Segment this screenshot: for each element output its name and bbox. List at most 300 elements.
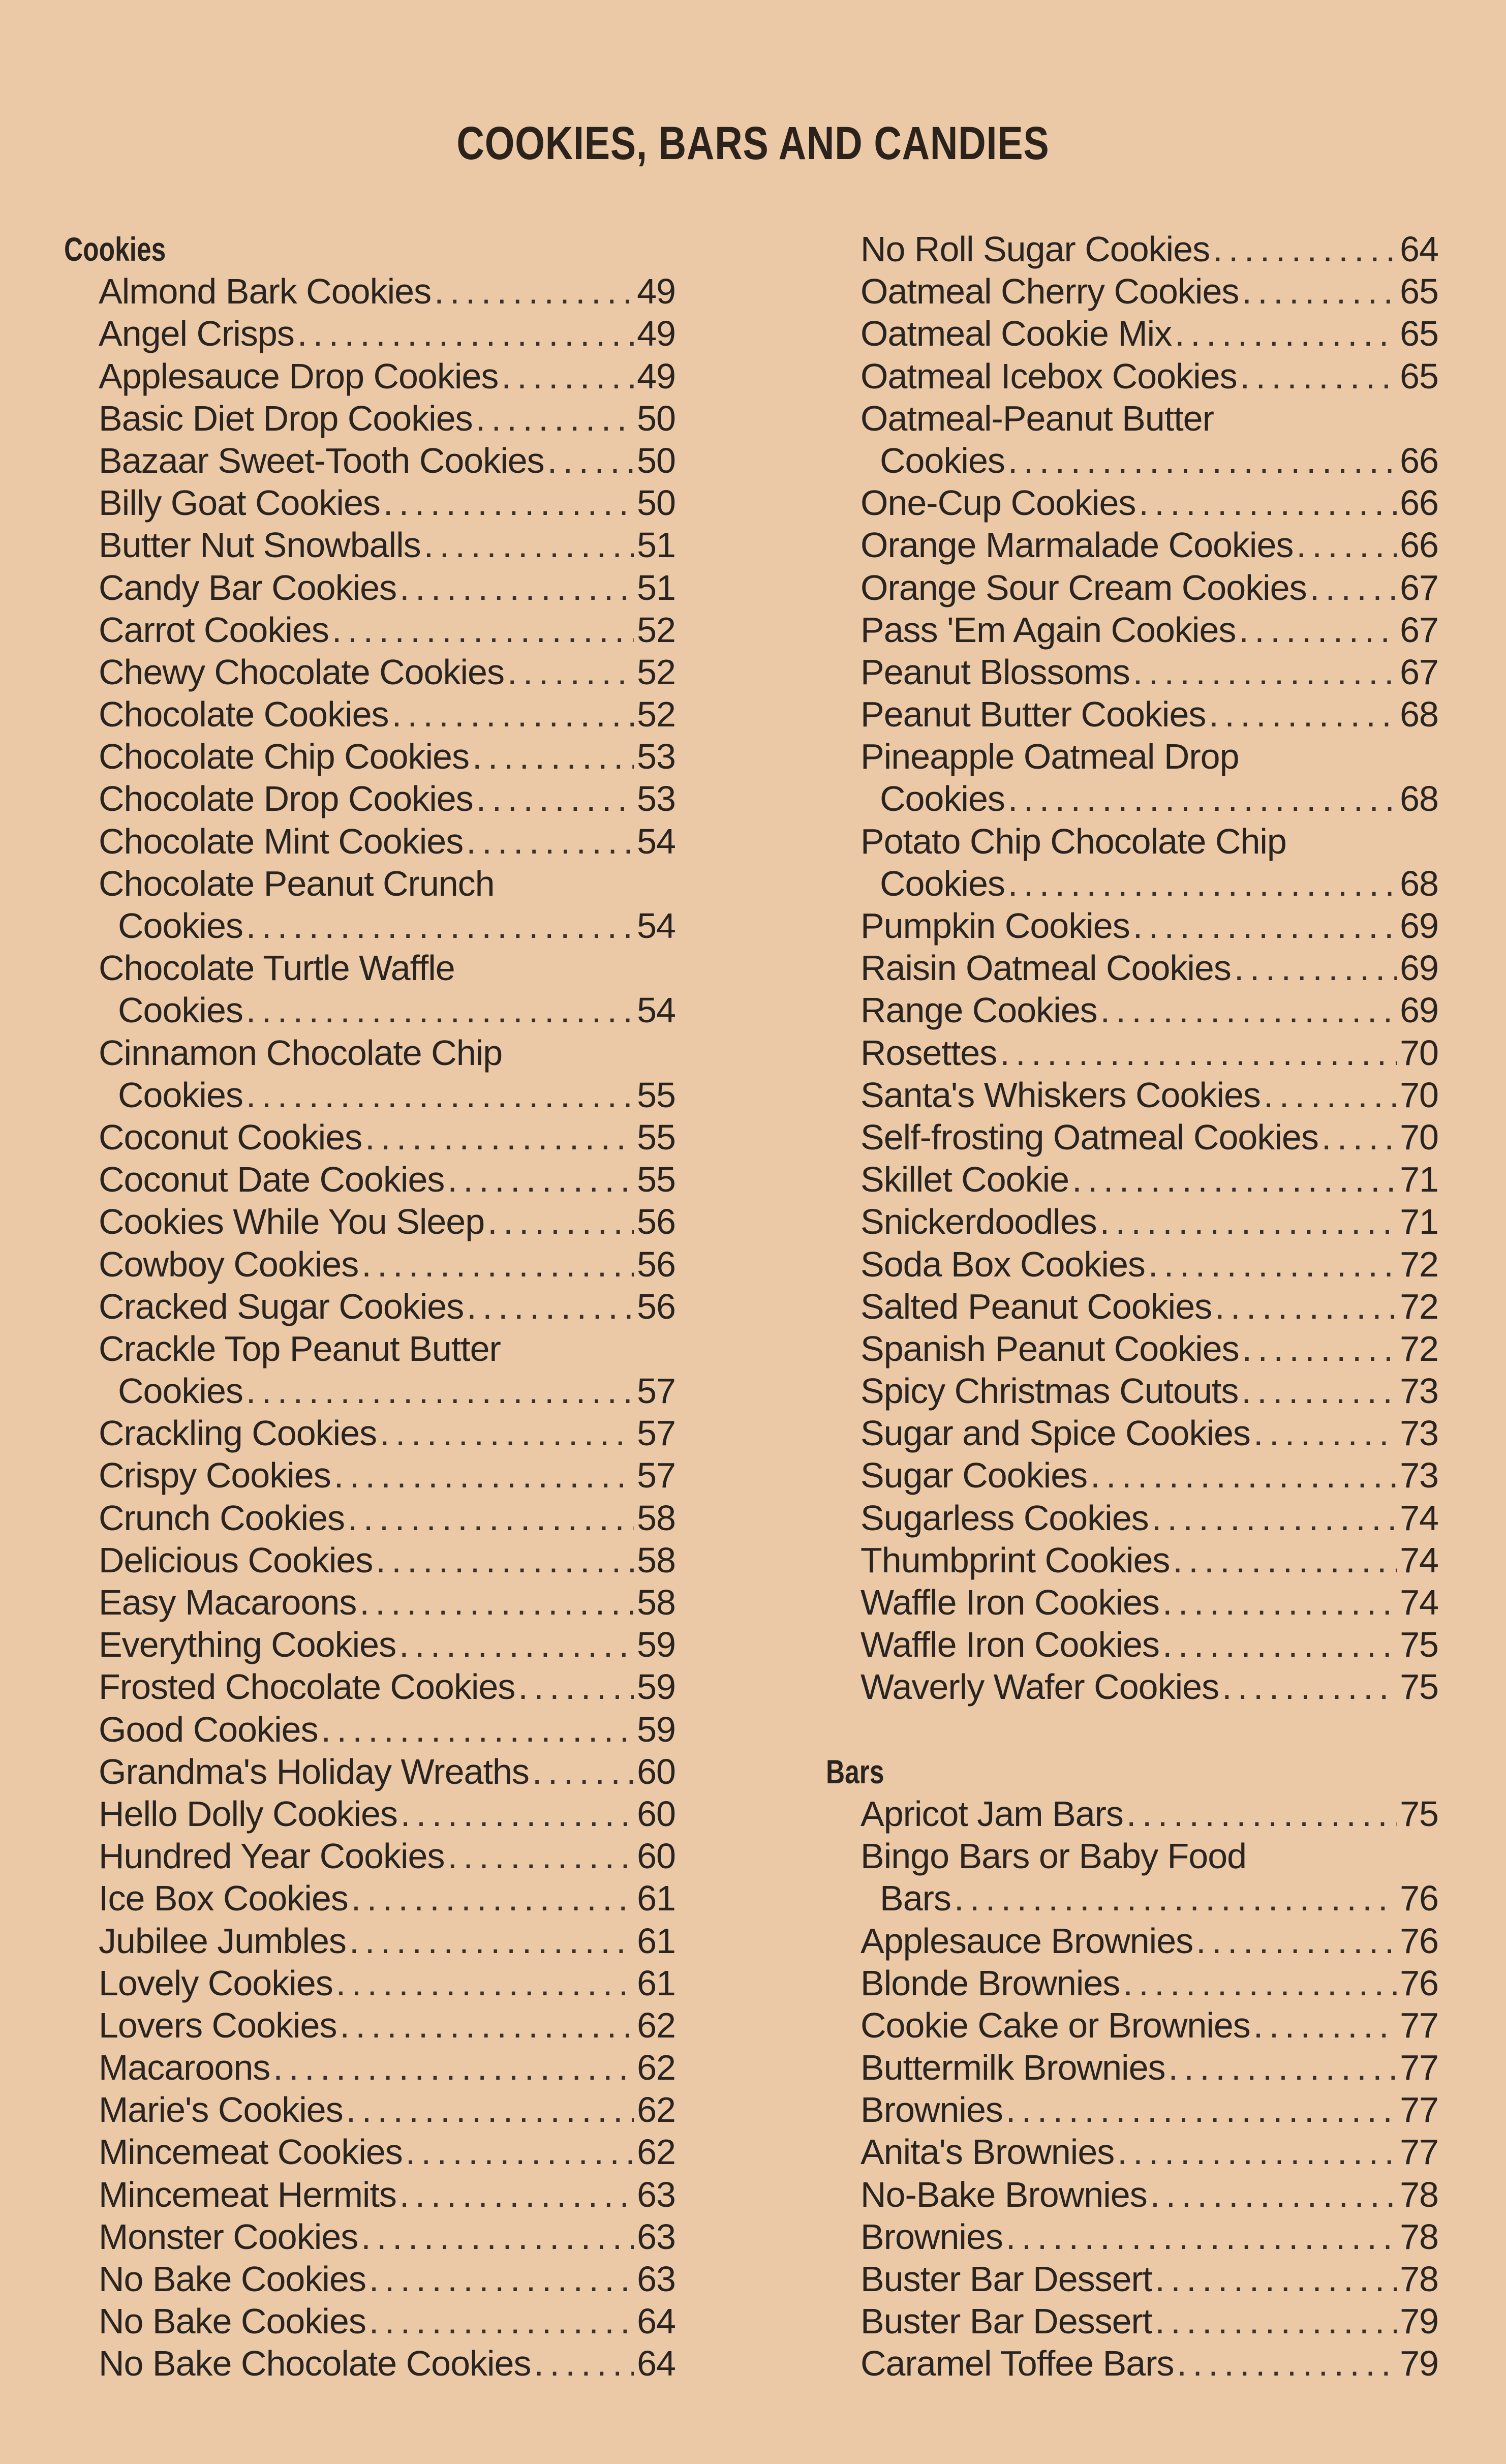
index-entry-page: 56 (637, 1286, 675, 1326)
index-entry-page: 69 (1400, 990, 1438, 1030)
index-entry-page: 78 (1400, 2259, 1438, 2299)
index-entry (64, 1666, 675, 1708)
dot-leader (346, 2089, 634, 2131)
index-entry-page: 60 (637, 1793, 675, 1834)
index-entry-page: 63 (637, 2216, 675, 2257)
index-entry (826, 567, 1438, 609)
dot-leader (246, 1074, 634, 1116)
dot-leader (447, 1159, 634, 1201)
index-entry-page: 57 (637, 1455, 675, 1496)
index-entry-name: Chocolate Cookies (99, 694, 389, 735)
index-entry-page: 79 (1400, 2344, 1438, 2384)
index-entry-name: Grandma's Holiday Wreaths (99, 1751, 529, 1791)
index-entry (826, 2258, 1438, 2300)
index-entry-page: 67 (1400, 610, 1438, 650)
index-entry-name: Frosted Chocolate Cookies (99, 1667, 515, 1707)
dot-leader (1152, 1497, 1397, 1539)
index-entry-name: Delicious Cookies (99, 1540, 373, 1580)
index-entry-name: Skillet Cookie (860, 1160, 1069, 1200)
index-entry-title-line: Bingo Bars or Baby Food (860, 1836, 1247, 1876)
index-entry-name: Cookies (118, 1075, 243, 1115)
dot-leader (297, 313, 634, 355)
index-entry-page: 74 (1400, 1583, 1438, 1622)
dot-leader (369, 2300, 634, 2343)
index-entry-name: Waffle Iron Cookies (860, 1625, 1159, 1665)
dot-leader (340, 2004, 634, 2047)
index-entry-name: Raisin Oatmeal Cookies (860, 948, 1231, 988)
index-entry-name: Oatmeal Cherry Cookies (860, 271, 1239, 312)
dot-leader (1133, 905, 1397, 947)
dot-leader (1006, 2089, 1397, 2131)
index-column-left (64, 228, 675, 2385)
index-entry-page: 62 (637, 2005, 675, 2045)
dot-leader (1126, 1793, 1397, 1835)
index-entry (826, 1581, 1438, 1624)
index-entry (64, 2089, 675, 2131)
index-entry (64, 693, 675, 736)
index-entry-name: Applesauce Brownies (860, 1921, 1193, 1961)
index-entry-page: 70 (1400, 1075, 1438, 1115)
index-entry (826, 2216, 1438, 2258)
index-entry-name: Candy Bar Cookies (99, 567, 397, 607)
dot-leader (518, 1666, 634, 1708)
index-entry-name: Easy Macaroons (99, 1583, 357, 1622)
index-entry (64, 1497, 675, 1539)
index-entry-page: 59 (637, 1709, 675, 1749)
index-entry (64, 820, 675, 863)
index-entry (826, 1328, 1438, 1370)
dot-leader (466, 820, 634, 863)
dot-leader (1008, 440, 1397, 482)
dot-leader (1162, 1624, 1397, 1666)
index-entry-name: Carrot Cookies (99, 610, 329, 650)
index-entry-page: 55 (637, 1160, 675, 1200)
index-entry (826, 989, 1438, 1031)
dot-leader (361, 1243, 634, 1286)
dot-leader (1150, 2174, 1397, 2216)
dot-leader (361, 2216, 634, 2258)
index-entry (826, 524, 1438, 566)
dot-leader (1242, 1328, 1397, 1370)
index-entry-name: No-Bake Brownies (860, 2174, 1147, 2214)
section-heading: Cookies (64, 230, 166, 268)
index-entry-name: Cookies (118, 990, 243, 1030)
dot-leader (1173, 1539, 1397, 1581)
index-entry-page: 54 (637, 990, 675, 1030)
index-entry-page: 69 (1400, 906, 1438, 946)
index-entry-name: Spicy Christmas Cutouts (860, 1371, 1239, 1411)
index-entry-name: Everything Cookies (99, 1625, 396, 1665)
index-entry (64, 2131, 675, 2173)
index-entry-page: 66 (1400, 440, 1438, 480)
index-entry-page: 52 (637, 652, 675, 692)
index-entry (64, 1412, 675, 1454)
index-entry-page: 65 (1400, 271, 1438, 312)
index-entry (826, 2174, 1438, 2216)
dot-leader (321, 1709, 634, 1751)
index-entry-name: Butter Nut Snowballs (99, 525, 421, 565)
dot-leader (359, 1581, 634, 1624)
index-entry (826, 355, 1438, 398)
index-entry (64, 567, 675, 609)
index-entry (826, 905, 1438, 947)
index-entry-page: 62 (637, 2048, 675, 2088)
index-entry-page: 62 (637, 2090, 675, 2130)
dot-leader (1239, 609, 1397, 651)
index-entry-page: 66 (1400, 483, 1438, 523)
index-entry-page: 53 (637, 779, 675, 819)
index-entry-name: Apricot Jam Bars (860, 1793, 1123, 1834)
dot-leader (501, 355, 634, 398)
index-entry-name: Hello Dolly Cookies (99, 1793, 397, 1834)
index-entry-page: 75 (1400, 1625, 1438, 1665)
index-entry-page: 51 (637, 525, 675, 565)
index-entry-name: Pumpkin Cookies (860, 906, 1130, 946)
index-entry-page: 63 (637, 2174, 675, 2214)
index-entry-page: 79 (1400, 2301, 1438, 2341)
index-entry-name: Rosettes (860, 1032, 997, 1073)
index-entry-name: No Bake Cookies (99, 2301, 366, 2341)
index-entry-page: 70 (1400, 1032, 1438, 1073)
index-entry (826, 1497, 1438, 1539)
index-entry-name: One-Cup Cookies (860, 483, 1136, 523)
index-entry-title-line: Pineapple Oatmeal Drop (860, 737, 1239, 777)
dot-leader (1100, 1201, 1397, 1243)
index-entry-name: Oatmeal Cookie Mix (860, 314, 1172, 354)
index-entry-page: 55 (637, 1075, 675, 1115)
index-entry-name: Ice Box Cookies (99, 1878, 348, 1919)
index-entry-page: 68 (1400, 694, 1438, 735)
index-entry-name: Macaroons (99, 2048, 270, 2088)
index-entry-title-line: Oatmeal-Peanut Butter (860, 398, 1214, 438)
index-entry-name: Sugar Cookies (860, 1455, 1088, 1496)
index-entry-title-line: Chocolate Turtle Waffle (99, 948, 455, 988)
index-entry-name: No Bake Cookies (99, 2259, 366, 2299)
index-entry (64, 524, 675, 566)
index-entry-name: Coconut Date Cookies (99, 1160, 445, 1200)
index-entry-page: 72 (1400, 1286, 1438, 1326)
index-entry (826, 1370, 1438, 1412)
dot-leader (365, 1116, 634, 1159)
index-entry-name: Blonde Brownies (860, 1963, 1120, 2003)
index-entry-page: 66 (1400, 525, 1438, 565)
index-entry (826, 1243, 1438, 1286)
dot-leader (547, 440, 634, 482)
index-entry (64, 482, 675, 524)
dot-leader (246, 989, 634, 1031)
index-entry-name: Santa's Whiskers Cookies (860, 1075, 1261, 1115)
dot-leader (1196, 1920, 1397, 1962)
dot-leader (1175, 313, 1397, 355)
index-entry-page: 65 (1400, 356, 1438, 396)
index-entry-name: Range Cookies (860, 990, 1097, 1030)
index-entry-page: 77 (1400, 2048, 1438, 2088)
dot-leader (349, 1920, 634, 1962)
index-entry-name: Sugarless Cookies (860, 1498, 1149, 1538)
index-entry-page: 50 (637, 398, 675, 438)
index-entry-page: 69 (1400, 948, 1438, 988)
index-entry (64, 778, 675, 820)
index-entry (64, 270, 675, 313)
index-entry-page: 60 (637, 1836, 675, 1876)
dot-leader (534, 2343, 634, 2385)
index-entry-page: 62 (637, 2132, 675, 2172)
index-entry-page: 77 (1400, 2005, 1438, 2045)
index-entry-name: Bars (880, 1878, 951, 1919)
index-entry (826, 1159, 1438, 1201)
index-entry-page: 64 (637, 2344, 675, 2384)
index-entry (64, 1962, 675, 2004)
index-entry-page: 73 (1400, 1413, 1438, 1453)
dot-leader (507, 651, 634, 693)
index-entry-page: 63 (637, 2259, 675, 2299)
index-entry (64, 905, 675, 947)
dot-leader (1155, 2300, 1397, 2343)
index-entry-name: Soda Box Cookies (860, 1244, 1145, 1284)
dot-leader (1008, 778, 1397, 820)
index-entry-name: Cracked Sugar Cookies (99, 1286, 464, 1326)
dot-leader (472, 736, 634, 778)
index-entry-name: Snickerdoodles (860, 1202, 1097, 1242)
index-entry (64, 1877, 675, 1920)
dot-leader (476, 778, 634, 820)
index-entry-name: Marie's Cookies (99, 2090, 343, 2130)
dot-leader (401, 1793, 634, 1835)
index-entry-name: Waffle Iron Cookies (860, 1583, 1159, 1622)
index-entry-name: Billy Goat Cookies (99, 483, 380, 523)
dot-leader (1008, 863, 1397, 905)
dot-leader (399, 1624, 634, 1666)
index-entry-name: Cookies (118, 1371, 243, 1411)
index-entry-page: 75 (1400, 1793, 1438, 1834)
index-entry (64, 651, 675, 693)
dot-leader (487, 1201, 634, 1243)
index-entry-page: 76 (1400, 1963, 1438, 2003)
dot-leader (1264, 1074, 1397, 1116)
dot-leader (383, 482, 634, 524)
index-entry-name: Cookies (880, 863, 1005, 903)
dot-leader (1117, 2131, 1397, 2173)
index-entry-page: 57 (637, 1371, 675, 1411)
dot-leader (1209, 693, 1397, 736)
index-entry-page: 76 (1400, 1878, 1438, 1919)
index-entry-name: Mincemeat Hermits (99, 2174, 396, 2214)
index-entry-name: Chocolate Chip Cookies (99, 737, 469, 777)
index-entry-name: Anita's Brownies (860, 2132, 1115, 2172)
index-entry (826, 228, 1438, 270)
index-entry (64, 1201, 675, 1243)
index-entry-page: 67 (1400, 652, 1438, 692)
dot-leader (532, 1751, 634, 1793)
index-entry-name: Good Cookies (99, 1709, 318, 1749)
dot-leader (1169, 2047, 1397, 2089)
index-entry-page: 52 (637, 694, 675, 735)
index-entry-page: 78 (1400, 2216, 1438, 2257)
dot-leader (1177, 2343, 1397, 2385)
dot-leader (1234, 947, 1397, 989)
index-entry (826, 651, 1438, 693)
index-entry-page: 54 (637, 906, 675, 946)
section-heading: Bars (826, 1752, 884, 1790)
index-entry-name: Basic Diet Drop Cookies (99, 398, 473, 438)
index-entry-page: 74 (1400, 1498, 1438, 1538)
index-entry-name: Monster Cookies (99, 2216, 358, 2257)
index-entry-page: 50 (637, 440, 675, 480)
dot-leader (1310, 567, 1397, 609)
index-entry (64, 1286, 675, 1328)
dot-leader (1148, 1243, 1397, 1286)
dot-leader (376, 1539, 634, 1581)
index-entry (64, 1539, 675, 1581)
index-entry (826, 1032, 1438, 1074)
dot-leader (1241, 1370, 1397, 1412)
index-entry-page: 60 (637, 1751, 675, 1791)
dot-leader (1139, 482, 1397, 524)
dot-leader (1242, 270, 1397, 313)
index-entry-page: 68 (1400, 779, 1438, 819)
dot-leader (1162, 1581, 1397, 1624)
index-entry-page: 75 (1400, 1667, 1438, 1707)
dot-leader (246, 905, 634, 947)
index-entry-name: Cookies While You Sleep (99, 1202, 485, 1242)
index-entry (64, 1835, 675, 1877)
dot-leader (399, 567, 634, 609)
dot-leader (1133, 651, 1397, 693)
index-entry-page: 58 (637, 1540, 675, 1580)
index-entry-page: 49 (637, 271, 675, 312)
index-entry (64, 1793, 675, 1835)
index-entry-name: Buster Bar Dessert (860, 2259, 1152, 2299)
index-entry-name: Buster Bar Dessert (860, 2301, 1152, 2341)
index-entry-page: 54 (637, 821, 675, 861)
index-entry-name: Chewy Chocolate Cookies (99, 652, 504, 692)
index-entry-name: Coconut Cookies (99, 1117, 362, 1157)
index-entry (826, 1201, 1438, 1243)
index-entry-title-line: Cinnamon Chocolate Chip (99, 1032, 503, 1073)
index-entry-page: 57 (637, 1413, 675, 1453)
index-entry-name: No Bake Chocolate Cookies (99, 2344, 531, 2384)
index-entry-page: 74 (1400, 1540, 1438, 1580)
index-entry-name: Sugar and Spice Cookies (860, 1413, 1250, 1453)
index-entry-name: Spanish Peanut Cookies (860, 1328, 1239, 1368)
index-entry-name: Salted Peanut Cookies (860, 1286, 1212, 1326)
dot-leader (273, 2047, 634, 2089)
dot-leader (1000, 1032, 1397, 1074)
index-entry-name: Mincemeat Cookies (99, 2132, 403, 2172)
index-entry-title-line: Potato Chip Chocolate Chip (860, 821, 1286, 861)
index-entry-name: Crunch Cookies (99, 1498, 345, 1538)
index-entry-name: Angel Crisps (99, 314, 294, 354)
index-entry-page: 71 (1400, 1202, 1438, 1242)
index-entry-page: 59 (637, 1667, 675, 1707)
dot-leader (434, 270, 634, 313)
index-entry-page: 49 (637, 314, 675, 354)
index-entry (64, 1159, 675, 1201)
dot-leader (1222, 1666, 1397, 1708)
index-entry-page: 70 (1400, 1117, 1438, 1157)
index-entry-page: 72 (1400, 1328, 1438, 1368)
index-entry (64, 2004, 675, 2047)
index-entry-name: Buttermilk Brownies (860, 2048, 1165, 2088)
index-entry-page: 61 (637, 1921, 675, 1961)
index-entry-page: 68 (1400, 863, 1438, 903)
index-entry (826, 2089, 1438, 2131)
dot-leader (1296, 524, 1397, 566)
index-entry (826, 2300, 1438, 2343)
index-entry-page: 64 (1400, 229, 1438, 269)
index-entry-page: 52 (637, 610, 675, 650)
index-entry-name: Cookies (880, 779, 1005, 819)
index-entry (826, 2047, 1438, 2089)
index-entry-page: 61 (637, 1878, 675, 1919)
index-entry (826, 2131, 1438, 2173)
dot-leader (336, 1962, 634, 2004)
index-entry-name: Cookies (118, 906, 243, 946)
dot-leader (332, 609, 634, 651)
index-entry-name: Caramel Toffee Bars (860, 2344, 1174, 2384)
index-entry (826, 1624, 1438, 1666)
dot-leader (1253, 1412, 1397, 1454)
index-entry-page: 53 (637, 737, 675, 777)
index-entry (826, 1793, 1438, 1835)
index-entry (826, 1286, 1438, 1328)
index-entry (64, 2047, 675, 2089)
dot-leader (1215, 1286, 1397, 1328)
index-entry (64, 1116, 675, 1159)
dot-leader (1240, 355, 1397, 398)
index-entry-name: Orange Marmalade Cookies (860, 525, 1294, 565)
index-entry-page: 61 (637, 1963, 675, 2003)
dot-leader (246, 1370, 634, 1412)
index-entry-page: 78 (1400, 2174, 1438, 2214)
index-entry (826, 863, 1438, 905)
index-entry-page: 77 (1400, 2132, 1438, 2172)
index-entry (826, 1454, 1438, 1497)
index-entry (826, 947, 1438, 989)
index-entry-name: Crispy Cookies (99, 1455, 331, 1496)
index-entry (64, 1709, 675, 1751)
index-entry (64, 1624, 675, 1666)
index-entry (826, 270, 1438, 313)
index-entry-name: Peanut Blossoms (860, 652, 1130, 692)
index-entry (64, 2216, 675, 2258)
index-entry (826, 1412, 1438, 1454)
index-entry-page: 73 (1400, 1371, 1438, 1411)
index-entry-name: Orange Sour Cream Cookies (860, 567, 1307, 607)
index-entry-name: Brownies (860, 2090, 1003, 2130)
index-entry-name: Lovely Cookies (99, 1963, 333, 2003)
index-entry (64, 1243, 675, 1286)
index-entry-name: Thumbprint Cookies (860, 1540, 1170, 1580)
index-entry-page: 67 (1400, 567, 1438, 607)
dot-leader (424, 524, 634, 566)
dot-leader (369, 2258, 634, 2300)
index-entry-page: 55 (637, 1117, 675, 1157)
dot-leader (351, 1877, 634, 1920)
index-entry (64, 1751, 675, 1793)
index-entry-page: 56 (637, 1244, 675, 1284)
index-entry-page: 50 (637, 483, 675, 523)
index-entry (826, 1877, 1438, 1920)
index-entry (826, 1074, 1438, 1116)
dot-leader (1213, 228, 1397, 270)
index-entry-page: 73 (1400, 1455, 1438, 1496)
index-entry-name: Lovers Cookies (99, 2005, 337, 2045)
dot-leader (334, 1454, 634, 1497)
index-entry (826, 313, 1438, 355)
index-entry-name: Oatmeal Icebox Cookies (860, 356, 1237, 396)
index-entry (64, 2258, 675, 2300)
